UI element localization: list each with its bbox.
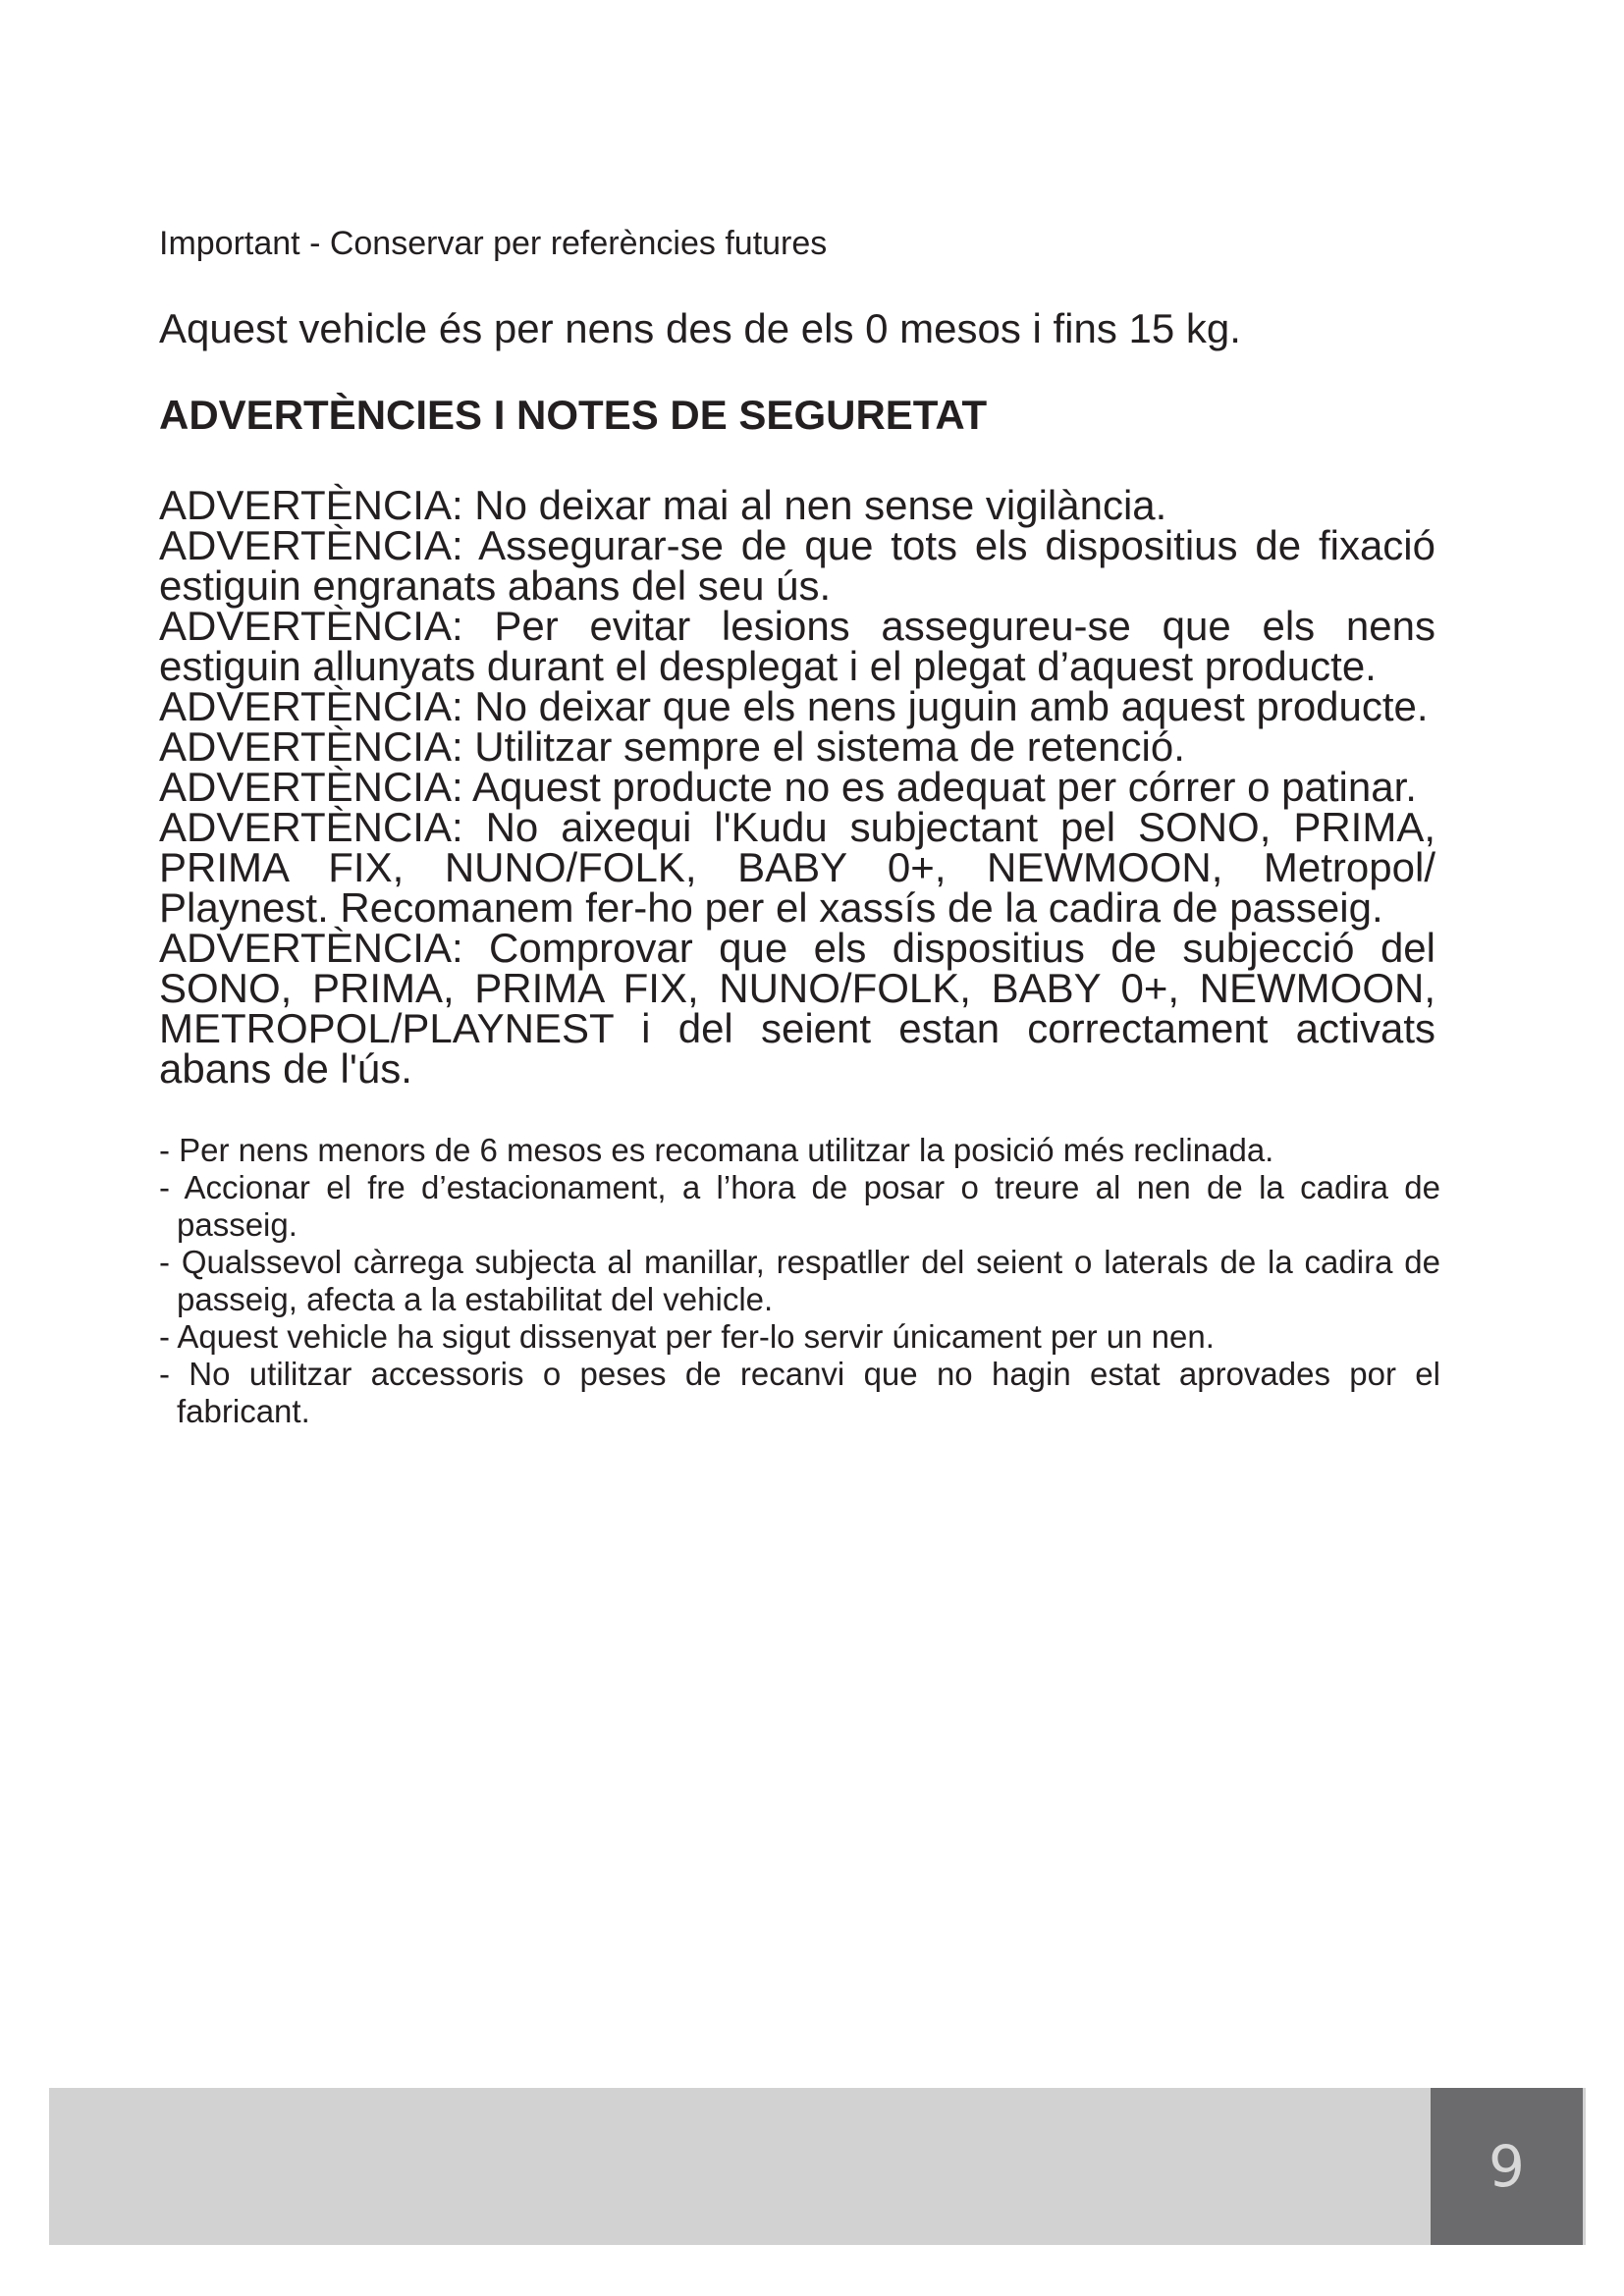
- warning-item: ADVERTÈNCIA: No deixar que els nens juguin amb aquest producte.: [159, 683, 1429, 729]
- warning-item: ADVERTÈNCIA: No aixequi l'Kudu subjectant pel SONO, PRIMA, PRIMA FIX, NUNO/FOLK, BABY 0+, NEWMOON, Metropol/ Playnest. Recomanem fer-ho per el xassís de la cadira de passeig.: [159, 804, 1435, 931]
- note-item: - Per nens menors de 6 mesos es recomana utilitzar la posició més reclinada.: [159, 1132, 1274, 1168]
- note-item: - No utilitzar accessoris o peses de recanvi que no hagin estat aprovades por el fabricant.: [159, 1356, 1440, 1429]
- warnings-list: [159, 482, 1435, 1092]
- intro-text: Aquest vehicle és per nens des de els 0 mesos i fins 15 kg.: [159, 305, 1241, 351]
- notes-list: [159, 1132, 1440, 1430]
- page-number: 9: [1489, 2133, 1525, 2200]
- warning-item: ADVERTÈNCIA: Assegurar-se de que tots els dispositius de fixació estiguin engranats abans del seu ús.: [159, 522, 1435, 609]
- warning-item: ADVERTÈNCIA: No deixar mai al nen sense vigilància.: [159, 482, 1167, 528]
- header-note: Important - Conservar per referències futures: [159, 225, 828, 262]
- page-number-box: [1431, 2088, 1583, 2245]
- warning-item: ADVERTÈNCIA: Utilitzar sempre el sistema de retenció.: [159, 723, 1185, 770]
- warning-item: ADVERTÈNCIA: Comprovar que els dispositius de subjecció del SONO, PRIMA, PRIMA FIX, NUNO/FOLK, BABY 0+, NEWMOON, METROPOL/PLAYNEST i del seient estan correctament activats abans de l'ús.: [159, 925, 1435, 1092]
- warning-item: ADVERTÈNCIA: Aquest producte no es adequat per córrer o patinar.: [159, 764, 1417, 810]
- note-item: - Qualssevol càrrega subjecta al manillar, respatller del seient o laterals de la cadira de passeig, afecta a la estabilitat del vehicle.: [159, 1244, 1440, 1317]
- note-item: - Accionar el fre d’estacionament, a l’hora de posar o treure al nen de la cadira de passeig.: [159, 1169, 1440, 1243]
- note-item: - Aquest vehicle ha sigut dissenyat per fer-lo servir únicament per un nen.: [159, 1318, 1215, 1355]
- section-title: ADVERTÈNCIES I NOTES DE SEGURETAT: [159, 392, 988, 438]
- footer-bar: [49, 2088, 1586, 2245]
- warning-item: ADVERTÈNCIA: Per evitar lesions assegureu-se que els nens estiguin allunyats durant el desplegat i el plegat d’aquest producte.: [159, 603, 1435, 689]
- page-content: [159, 224, 1475, 1430]
